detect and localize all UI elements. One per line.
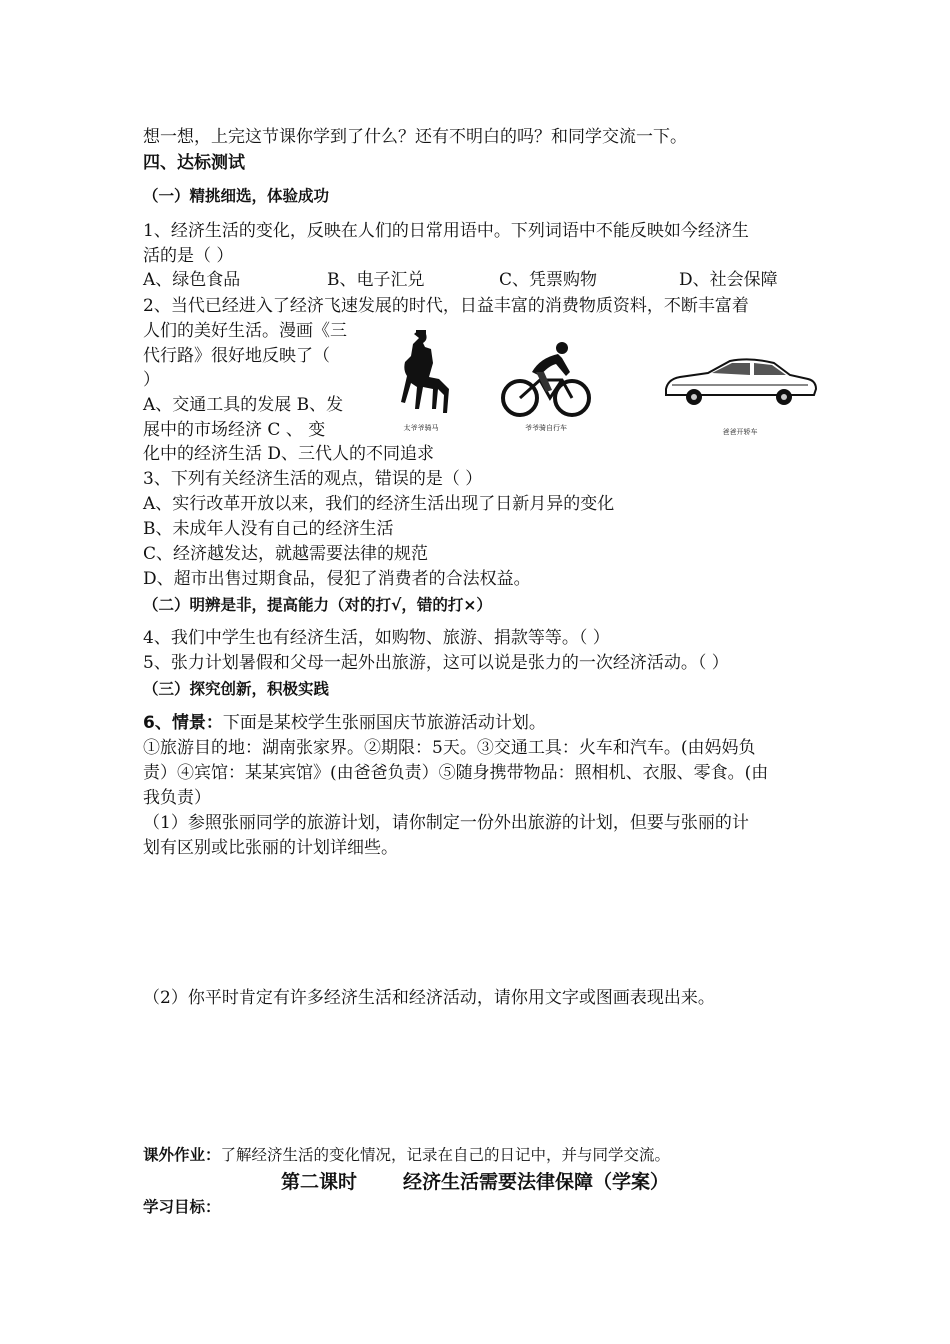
q2-line7: 化中的经济生活 D、三代人的不同追求 [143,444,435,464]
q6-sub1-line2: 划有区别或比张丽的计划详细些。 [143,838,398,858]
q6-intro: 下面是某校学生张丽国庆节旅游活动计划。 [222,713,546,733]
intro-text: 想一想，上完这节课你学到了什么？还有不明白的吗？和同学交流一下。 [143,127,687,147]
q2-line2: 人们的美好生活。漫画《三 [143,321,347,341]
q3-option-a: A、实行改革开放以来，我们的经济生活出现了日新月异的变化 [143,494,615,514]
q5-text: 5、张力计划暑假和父母一起外出旅游，这可以说是张力的一次经济活动。（ ） [143,653,729,673]
q1-line1: 1、经济生活的变化，反映在人们的日常用语中。下列词语中不能反映如今经济生 [143,221,749,241]
q6-sub2: （2）你平时肯定有许多经济生活和经济活动，请你用文字或图画表现出来。 [143,988,715,1008]
lesson-title-part2: 经济生活需要法律保障（学案） [403,1171,670,1193]
cyclist-image [500,340,592,418]
part1-heading: （一）精挑细选，体验成功 [143,187,330,205]
part2-heading: （二）明辨是非，提高能力（对的打√，错的打×） [143,596,492,614]
q6-line3: 责）④宾馆：某某宾馆》(由爸爸负责）⑤随身携带物品：照相机、衣服、零食。(由 [143,763,769,783]
q6-line2: ①旅游目的地：湖南张家界。②期限：5天。③交通工具：火车和汽车。(由妈妈负 [143,738,756,758]
lesson-title-part1: 第二课时 [280,1171,357,1193]
homework-label: 课外作业： [143,1146,221,1164]
q1-option-b: B、电子汇兑 [327,270,425,290]
q2-line4: ） [143,370,160,390]
objectives-heading: 学习目标： [143,1198,221,1216]
q1-option-c: C、凭票购物 [499,270,598,290]
car-image [662,355,818,407]
caption-grandfather: 爷爷骑自行车 [525,424,567,432]
q2-line5: A、交通工具的发展 B、发 [143,395,344,415]
q3-option-d: D、超市出售过期食品，侵犯了消费者的合法权益。 [143,569,531,589]
q4-text: 4、我们中学生也有经济生活，如购物、旅游、捐款等等。（ ） [143,628,610,648]
q6-line1 [143,712,546,734]
q1-option-d: D、社会保障 [679,270,778,290]
q3-line1: 3、下列有关经济生活的观点，错误的是（ ） [143,469,483,489]
q2-line1: 2、当代已经进入了经济飞速发展的时代，日益丰富的消费物质资料，不断丰富着 [143,296,749,316]
part3-heading: （三）探究创新，积极实践 [143,680,330,698]
section-heading-test: 四、达标测试 [143,153,245,173]
q2-line3: 代行路》很好地反映了（ [143,346,330,366]
homework-line [143,1144,670,1166]
q2-line6: 展中的市场经济 C 、 变 [143,420,326,440]
q3-option-c: C、经济越发达，就越需要法律的规范 [143,544,429,564]
lesson-title [0,1167,950,1194]
q1-option-a: A、绿色食品 [143,270,241,290]
homework-text: 了解经济生活的变化情况，记录在自己的日记中，并与同学交流。 [220,1146,671,1164]
caption-father: 爸爸开轿车 [722,428,758,436]
q6-line4: 我负责） [143,788,211,808]
q3-option-b: B、未成年人没有自己的经济生活 [143,519,394,539]
q1-line2: 活的是（ ） [143,246,234,266]
horse-rider-image [386,328,456,420]
caption-great-grandfather: 太爷爷骑马 [403,424,439,432]
q6-sub1-line1: （1）参照张丽同学的旅游计划，请你制定一份外出旅游的计划，但要与张丽的计 [143,813,749,833]
q6-label: 6、情景： [143,713,223,733]
